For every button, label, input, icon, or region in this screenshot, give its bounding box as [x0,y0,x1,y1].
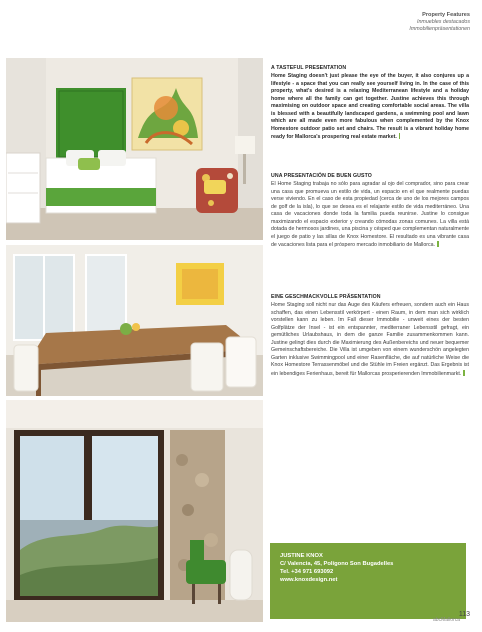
bedroom-photo [6,58,263,240]
contact-website[interactable]: www.knoxdesign.net [280,577,338,583]
contact-phone: Tel. +34 971 693092 [280,569,334,575]
section-title: EINE GESCHMACKVOLLE PRÄSENTATION [271,294,381,300]
header-title: Property Features [422,12,470,18]
end-bar-icon [399,133,401,139]
section-body: Home Staging doesn't just please the eye of the buyer, it also conjures up a lifestyle - a space that you can really see yourself living in. In the case of this property, what's desired is a relaxing Mediterranean lifestyle and a holiday home where all the family can get together. Justine achieves this through maximising on outdoor space and creating comfortable social areas. The villa is blessed with a beautifully landscaped gardens, a swimming pool and lawn which are all made even more fabulous when complemented by the Knox Homestore outdoor patio set and chairs. The result is a vibrant holiday home ready for Mallorca's prospering real estate market. [271,73,469,141]
section-english [271,65,469,142]
header-subtitle-de: Immobilienpräsentationen [409,25,470,32]
footer-site-name: abcMallorca [433,617,460,623]
contact-box [270,543,466,619]
section-title: A TASTEFUL PRESENTATION [271,65,347,71]
header-subtitle-es: Inmuebles destacados [416,19,470,25]
page-number: 113 [458,611,470,618]
section-spanish [271,173,469,250]
section-title: UNA PRESENTACIÓN DE BUEN GUSTO [271,173,372,179]
section-german [271,294,469,378]
end-bar-icon [463,370,465,376]
contact-address: C/ Valencia, 45, Polígono Son Bugadelles [280,561,394,567]
terrace-view-photo [6,400,263,622]
page-header [409,12,470,32]
contact-name: JUSTINE KNOX [280,553,323,559]
section-body: El Home Staging trabaja no sólo para agradar al ojo del comprador, sino para crear una casa que promueva un estilo de vida, un espacio en el que realmente puedas verse viviendo. En el caso de esta propiedad (cerca de uno de los mejores campos de golf de la isla), lo que se desea es el relajante estilo de vida mediterráneo. Una casa de vacaciones donde toda la familia pueda reunirse. Justine lo consigue maximizando el espacio exterior y creando cómodas zonas comunes. La villa está dotada de hermosos jardines, una piscina y césped que complementan naturalmente el juego de patio y las sillas de Knox Homestore. El resultado es una vibrante casa de vacaciones lista para el próspero mercado inmobiliario de Mallorca. [271,181,469,249]
dining-room-photo [6,245,263,396]
end-bar-icon [437,241,439,247]
section-body: Home Staging soll nicht nur das Auge des Käufers erfreuen, sondern auch ein Haus schaffen, das einen Lebensstil verkörpert - einen Raum, in dem man sich wirklich vorstellen kann zu leben. Im Fall dieser Immobilie - unweit eines der besten Golfplätze der Insel - ist ein entspannter, mediterraner Lebensstil gefragt, ein gemütliches Urlaubshaus, in dem die ganze Familie zusammenkommen kann. Justine gelingt dies durch die Maximierung des Außenbereichs und neuer bequemer Gemeinschaftsbereiche. Die Villa ist umgeben von einem wunderschön angelegten Garten inklusive Swimmingpool und einer Rasenfläche, die auf natürliche Weise die Knox Homestore Terrassenmöbel und die Stühle im Freien ergänzt. Das Ergebnis ist ein lebendiges Ferienhaus, bereit für Mallorcas prosperierenden Immobilienmarkt. [271,302,469,377]
